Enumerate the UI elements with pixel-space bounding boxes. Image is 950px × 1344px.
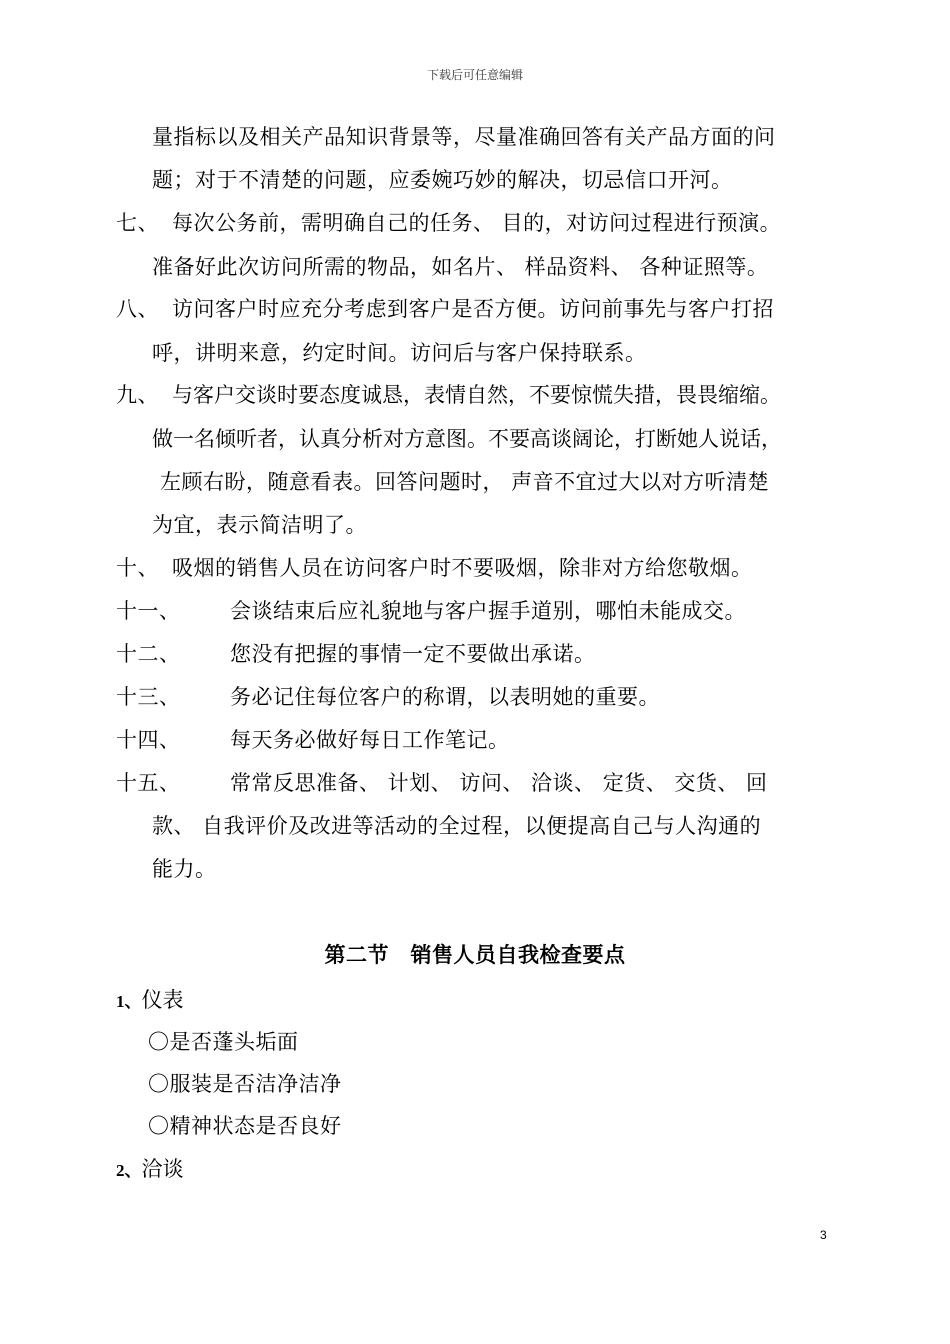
- paragraph-line: 常常反思准备、 计划、 访问、 洽谈、 定货、 交货、 回: [230, 771, 768, 795]
- paragraph-line: 呼，讲明来意，约定时间。访问后与客户保持联系。: [152, 341, 647, 365]
- paragraph-line: 访问客户时应充分考虑到客户是否方便。访问前事先与客户打招: [172, 297, 774, 321]
- paragraph-line: 每天务必做好每日工作笔记。: [230, 728, 510, 752]
- paragraph-line: 左顾右盼，随意看表。回答问题时， 声音不宜过大以对方听清楚: [160, 470, 770, 494]
- item-number: 十、: [116, 556, 159, 580]
- paragraph-line: 准备好此次访问所需的物品，如名片、 样品资料、 各种证照等。: [152, 255, 769, 279]
- paragraph-line: 吸烟的销售人员在访问客户时不要吸烟，除非对方给您敬烟。: [172, 556, 753, 580]
- check-item: 〇服装是否洁净洁净: [148, 1072, 342, 1096]
- subsection-number: 1、: [116, 992, 142, 1011]
- item-number: 十五、: [116, 771, 181, 795]
- subsection-title: [116, 985, 184, 1017]
- paragraph-line: 做一名倾听者，认真分析对方意图。不要高谈阔论，打断她人说话，: [152, 427, 782, 451]
- paragraph-line: 您没有把握的事情一定不要做出承诺。: [230, 642, 596, 666]
- item-number: 十二、: [116, 642, 181, 666]
- paragraph-line: 与客户交谈时要态度诚恳，表情自然，不要惊慌失措，畏畏缩缩。: [172, 383, 781, 407]
- page-header: 下载后可任意编辑: [426, 68, 523, 82]
- subsection-title: [116, 1154, 184, 1186]
- check-item: 〇是否蓬头垢面: [148, 1030, 299, 1054]
- section-heading: 第二节 销售人员自我检查要点: [324, 943, 626, 967]
- paragraph-line: 为宜，表示简洁明了。: [152, 513, 367, 537]
- item-number: 八、: [116, 297, 159, 321]
- subsection-label: 仪表: [141, 988, 184, 1012]
- subsection-number: 2、: [116, 1161, 142, 1180]
- page-number: 3: [820, 1228, 827, 1242]
- paragraph-line: 款、 自我评价及改进等活动的全过程，以便提高自己与人沟通的: [152, 814, 762, 838]
- paragraph-line: 会谈结束后应礼貌地与客户握手道别，哪怕未能成交。: [230, 599, 746, 623]
- item-number: 十一、: [116, 599, 181, 623]
- paragraph-line: 每次公务前，需明确自己的任务、 目的，对访问过程进行预演。: [172, 211, 782, 235]
- check-item: 〇精神状态是否良好: [148, 1114, 342, 1138]
- item-number: 七、: [116, 211, 159, 235]
- item-number: 十三、: [116, 685, 181, 709]
- item-number: 十四、: [116, 728, 181, 752]
- item-number: 九、: [116, 383, 159, 407]
- subsection-label: 洽谈: [141, 1157, 184, 1181]
- paragraph-line: 能力。: [152, 857, 217, 881]
- paragraph-line: 量指标以及相关产品知识背景等，尽量准确回答有关产品方面的问: [152, 125, 776, 149]
- paragraph-line: 务必记住每位客户的称谓，以表明她的重要。: [230, 685, 660, 709]
- paragraph-line: 题；对于不清楚的问题，应委婉巧妙的解决，切忌信口开河。: [152, 168, 733, 192]
